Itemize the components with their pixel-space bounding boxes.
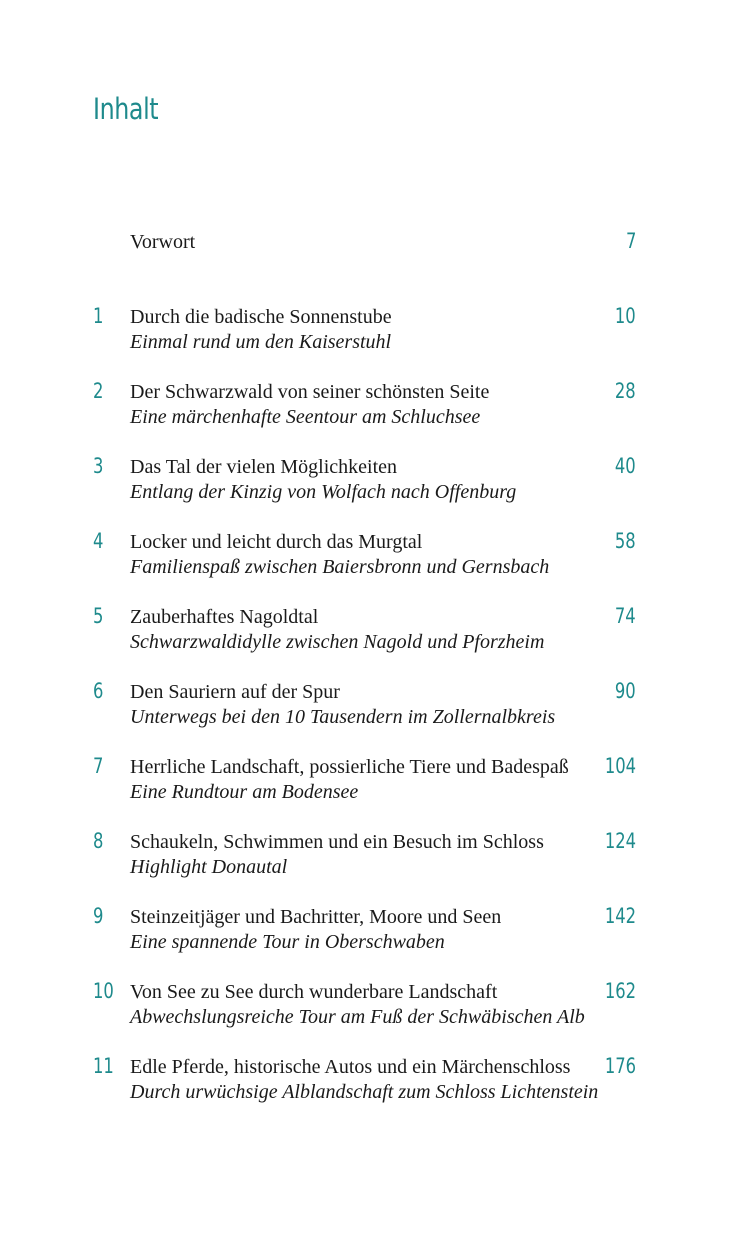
page-title: Inhalt bbox=[93, 92, 159, 126]
entry-title: Schaukeln, Schwimmen und ein Besuch im Schloss bbox=[130, 831, 544, 853]
entry-subtitle: Entlang der Kinzig von Wolfach nach Offenburg bbox=[130, 481, 517, 503]
entry-number: 10 bbox=[93, 979, 114, 1003]
entry-page-number: 7 bbox=[625, 229, 636, 253]
toc-entry-5[interactable] bbox=[0, 606, 732, 658]
toc-entry-9[interactable] bbox=[0, 906, 732, 958]
entry-page-number: 104 bbox=[604, 754, 636, 778]
entry-page-number: 74 bbox=[615, 604, 636, 628]
entry-number: 3 bbox=[93, 454, 104, 478]
entry-page-number: 28 bbox=[615, 379, 636, 403]
toc-entry-1[interactable] bbox=[0, 306, 732, 358]
toc-entry-6[interactable] bbox=[0, 681, 732, 733]
entry-subtitle: Unterwegs bei den 10 Tausendern im Zollernalbkreis bbox=[130, 706, 556, 728]
entry-title: Der Schwarzwald von seiner schönsten Seite bbox=[130, 381, 490, 403]
entry-subtitle: Highlight Donautal bbox=[130, 856, 288, 878]
entry-subtitle: Einmal rund um den Kaiserstuhl bbox=[130, 331, 392, 353]
entry-subtitle: Schwarzwaldidylle zwischen Nagold und Pforzheim bbox=[130, 631, 545, 653]
entry-page-number: 162 bbox=[604, 979, 636, 1003]
toc-entry-11[interactable] bbox=[0, 1056, 732, 1108]
entry-title: Von See zu See durch wunderbare Landschaft bbox=[130, 981, 498, 1003]
entry-number: 1 bbox=[93, 304, 104, 328]
entry-page-number: 40 bbox=[615, 454, 636, 478]
entry-subtitle: Eine Rundtour am Bodensee bbox=[130, 781, 359, 803]
entry-number: 6 bbox=[93, 679, 104, 703]
entry-number: 5 bbox=[93, 604, 104, 628]
entry-page-number: 142 bbox=[604, 904, 636, 928]
entry-number: 2 bbox=[93, 379, 104, 403]
entry-page-number: 176 bbox=[604, 1054, 636, 1078]
toc-entry-2[interactable] bbox=[0, 381, 732, 433]
entry-subtitle: Abwechslungsreiche Tour am Fuß der Schwäbischen Alb bbox=[130, 1006, 585, 1028]
entry-number: 7 bbox=[93, 754, 104, 778]
entry-number: 11 bbox=[93, 1054, 114, 1078]
entry-page-number: 58 bbox=[615, 529, 636, 553]
entry-number: 4 bbox=[93, 529, 104, 553]
entry-title: Den Sauriern auf der Spur bbox=[130, 681, 340, 703]
entry-subtitle: Durch urwüchsige Alblandschaft zum Schloss Lichtenstein bbox=[130, 1081, 599, 1103]
entry-number: 9 bbox=[93, 904, 104, 928]
entry-subtitle: Eine märchenhafte Seentour am Schluchsee bbox=[130, 406, 481, 428]
entry-page-number: 124 bbox=[604, 829, 636, 853]
entry-page-number: 90 bbox=[615, 679, 636, 703]
entry-title: Steinzeitjäger und Bachritter, Moore und Seen bbox=[130, 906, 502, 928]
toc-entry-vorwort[interactable] bbox=[0, 231, 732, 283]
entry-title: Zauberhaftes Nagoldtal bbox=[130, 606, 319, 628]
entry-title: Das Tal der vielen Möglichkeiten bbox=[130, 456, 398, 478]
entry-title: Herrliche Landschaft, possierliche Tiere und Badespaß bbox=[130, 756, 569, 778]
entry-subtitle: Familienspaß zwischen Baiersbronn und Gernsbach bbox=[130, 556, 550, 578]
entry-title: Vorwort bbox=[130, 231, 196, 253]
toc-entry-3[interactable] bbox=[0, 456, 732, 508]
entry-number: 8 bbox=[93, 829, 104, 853]
toc-entry-4[interactable] bbox=[0, 531, 732, 583]
toc-entry-8[interactable] bbox=[0, 831, 732, 883]
entry-title: Edle Pferde, historische Autos und ein Märchenschloss bbox=[130, 1056, 571, 1078]
entry-page-number: 10 bbox=[615, 304, 636, 328]
toc-entry-7[interactable] bbox=[0, 756, 732, 808]
entry-subtitle: Eine spannende Tour in Oberschwaben bbox=[130, 931, 445, 953]
toc-entry-10[interactable] bbox=[0, 981, 732, 1033]
entry-title: Durch die badische Sonnenstube bbox=[130, 306, 392, 328]
entry-title: Locker und leicht durch das Murgtal bbox=[130, 531, 423, 553]
